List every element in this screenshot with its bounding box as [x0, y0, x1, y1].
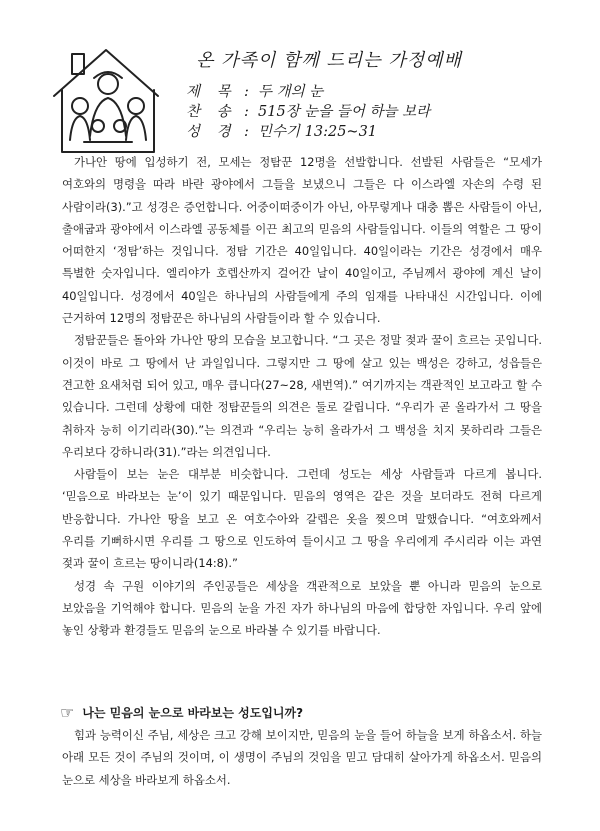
question-text: 나는 믿음의 눈으로 바라보는 성도입니까?: [82, 706, 304, 720]
paragraph: 사람들이 보는 눈은 대부분 비슷합니다. 그런데 성도는 세상 사람들과 다르게 봅니다. ‘믿음으로 바라보는 눈’이 있기 때문입니다. 믿음의 영역은 같은 것을 보더라도 전혀 다르게 반응합니다. 가나안 땅을 보고 온 여호수아와 갈렙은 옷을 찢으며 말했습니다. “여호와께서 우리를 기뻐하시면 우리를 그 땅으로 인도하여 들이시고 그 땅을 우리에게 주시리라 이는 과연 젖과 꿀이 흐르는 땅이니라(14:8).”: [62, 467, 542, 571]
worship-meta: [186, 82, 430, 142]
sermon-body: [62, 151, 542, 642]
meta-row-topic: 제 목 : 두 개의 눈: [186, 84, 324, 100]
meta-value: 민수기 13:25~31: [258, 124, 378, 140]
prayer-section: [62, 724, 542, 791]
meta-value: 515장 눈을 들어 하늘 보라: [258, 104, 431, 120]
meta-label: 찬 송: [186, 104, 237, 120]
meta-label: 성 경: [186, 124, 237, 140]
meta-row-scripture: 성 경 : 민수기 13:25~31: [186, 124, 378, 140]
meta-row-hymn: 찬 송 : 515장 눈을 들어 하늘 보라: [186, 104, 431, 120]
prayer-text: 힘과 능력이신 주님, 세상은 크고 강해 보이지만, 믿음의 눈을 들어 하늘을 보게 하옵소서. 하늘 아래 모든 것이 주님의 것이며, 이 생명이 주님의 것임을 믿고 담대히 살아가게 하옵소서. 믿음의 눈으로 세상을 바라보게 하옵소서.: [62, 728, 542, 787]
paragraph: 정탐꾼들은 돌아와 가나안 땅의 모습을 보고합니다. “그 곳은 정말 젖과 꿀이 흐르는 곳입니다. 이것이 바로 그 땅에서 난 과일입니다. 그렇지만 그 땅에 살고 있는 백성은 강하고, 성읍들은 견고한 요새처럼 되어 있고, 매우 큽니다(27~28, 새번역).” 여기까지는 객관적인 보고라고 할 수 있습니다. 그런데 상황에 대한 정탐꾼들의 의견은 둘로 갈립니다. “우리가 곧 올라가서 그 땅을 취하자 능히 이기리라(30).”는 의견과 “우리는 능히 올라가서 그 백성을 치지 못하리라 그들은 우리보다 강하니라(31).”라는 의견입니다.: [62, 333, 542, 459]
meta-value: 두 개의 눈: [258, 84, 324, 100]
paragraph: 가나안 땅에 입성하기 전, 모세는 정탐꾼 12명을 선발합니다. 선발된 사람들은 “모세가 여호와의 명령을 따라 바란 광야에서 그들을 보냈으니 그들은 다 이스라엘 자손의 수령 된 사람이라(3).”고 성경은 증언합니다. 어중이떠중이가 아닌, 아무렇게나 대충 뽑은 사람들이 아닌, 출애굽과 광야에서 이스라엘 공동체를 이끈 최고의 믿음의 사람들입니다. 이들의 역할은 그 땅이 어떠한지 ‘정탐’하는 것입니다. 정탐 기간은 40일입니다. 40일이라는 기간은 성경에서 매우 특별한 숫자입니다. 엘리야가 호렙산까지 걸어간 날이 40일이고, 주님께서 광야에 계신 날이 40일입니다. 성경에서 40일은 하나님의 사람들에게 주의 임재를 나타내신 시간입니다. 이에 근거하여 12명의 정탐꾼은 하나님의 사람들이라 할 수 있습니다.: [62, 155, 542, 326]
paragraph: 성경 속 구원 이야기의 주인공들은 세상을 객관적으로 보았을 뿐 아니라 믿음의 눈으로 보았음을 기억해야 합니다. 믿음의 눈을 가진 자가 하나님의 마음에 합당한 자입니다. 우리 앞에 놓인 상황과 환경들도 믿음의 눈으로 바라볼 수 있기를 바랍니다.: [62, 578, 542, 638]
family-worship-illustration: [46, 40, 168, 162]
worship-title: 온 가족이 함께 드리는 가정예배: [196, 50, 462, 71]
pointing-hand-icon: ☞: [60, 703, 75, 722]
meta-label: 제 목: [186, 84, 237, 100]
reflection-question: [60, 703, 540, 722]
